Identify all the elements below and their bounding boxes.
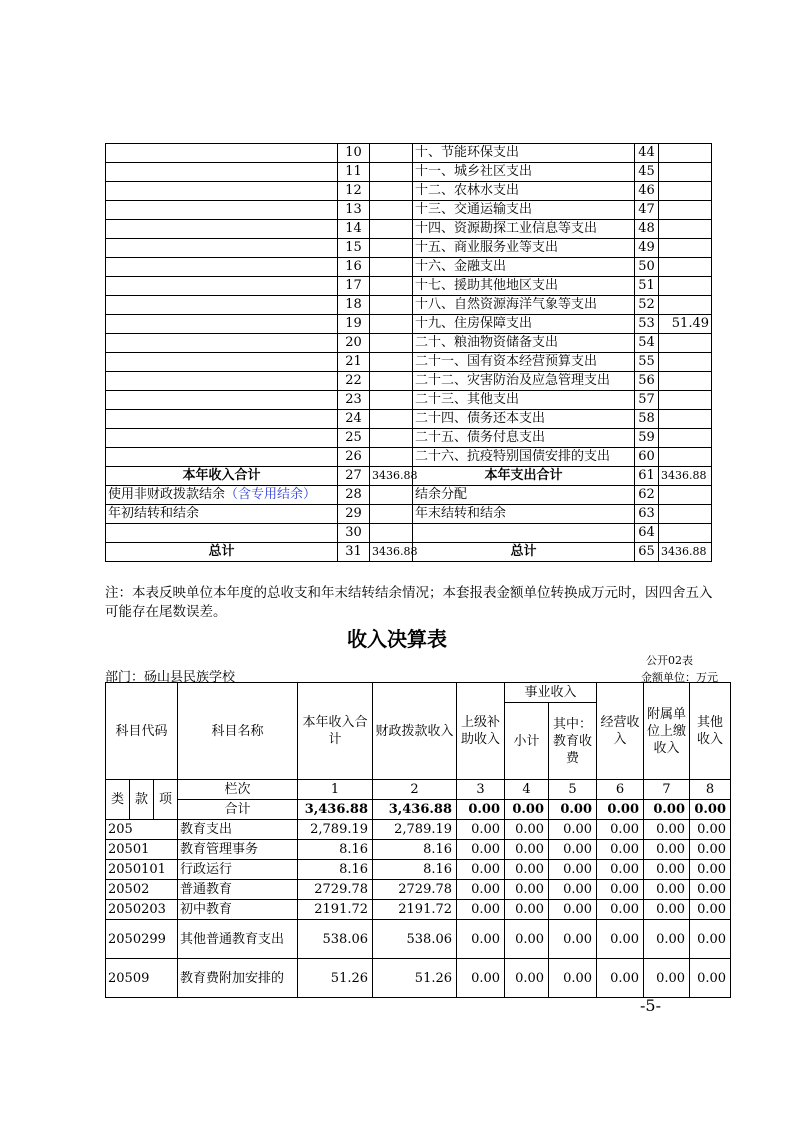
amount: 538.06 xyxy=(298,920,373,959)
income-item xyxy=(106,315,338,334)
expense-item: 十七、援助其他地区支出 xyxy=(413,277,635,296)
expense-value xyxy=(659,144,712,163)
table-row xyxy=(106,372,712,391)
amount: 0.00 xyxy=(644,880,690,900)
subject-name: 其他普通教育支出 xyxy=(178,920,298,959)
income-item xyxy=(106,391,338,410)
amount: 0.00 xyxy=(690,880,731,900)
amount: 0.00 xyxy=(644,920,690,959)
income-value: 3436.88 xyxy=(370,467,413,486)
amount: 0.00 xyxy=(505,840,549,860)
income-value xyxy=(370,391,413,410)
table-row xyxy=(106,410,712,429)
subject-code: 205 xyxy=(106,820,178,840)
income-value xyxy=(370,429,413,448)
amount: 8.16 xyxy=(373,860,457,880)
income-value: 3436.88 xyxy=(370,543,413,562)
row-number: 14 xyxy=(338,220,370,239)
expense-item: 十六、金融支出 xyxy=(413,258,635,277)
header-row xyxy=(106,683,731,703)
amount: 0.00 xyxy=(457,880,505,900)
income-expense-table xyxy=(105,143,712,562)
expense-value xyxy=(659,391,712,410)
expense-value xyxy=(659,429,712,448)
subject-name: 普通教育 xyxy=(178,880,298,900)
amount: 2729.78 xyxy=(298,880,373,900)
row-number-2: 56 xyxy=(635,372,659,391)
amount: 0.00 xyxy=(505,959,549,998)
expense-value: 3436.88 xyxy=(659,467,712,486)
summary-label xyxy=(106,467,338,486)
row-number-2: 45 xyxy=(635,163,659,182)
amount: 0.00 xyxy=(457,820,505,840)
amount: 2,789.19 xyxy=(373,820,457,840)
page-number: -5- xyxy=(640,996,661,1015)
income-item xyxy=(106,239,338,258)
amount: 0.00 xyxy=(690,900,731,920)
column-number: 5 xyxy=(549,780,597,800)
expense-item: 十五、商业服务业等支出 xyxy=(413,239,635,258)
row-number: 19 xyxy=(338,315,370,334)
header-upper: 上级补助收入 xyxy=(457,683,505,780)
header-other: 其他收入 xyxy=(690,683,731,780)
department-label: 部门：砀山县民族学校 xyxy=(105,670,236,685)
row-number-2: 51 xyxy=(635,277,659,296)
amount: 2191.72 xyxy=(298,900,373,920)
table-row xyxy=(106,880,731,900)
sum-value: 3,436.88 xyxy=(298,800,373,820)
income-item xyxy=(106,372,338,391)
header-biz: 事业收入 xyxy=(505,683,597,703)
expense-value xyxy=(659,410,712,429)
expense-item: 十三、交通运输支出 xyxy=(413,201,635,220)
table-row xyxy=(106,860,731,880)
income-value xyxy=(370,239,413,258)
income-value xyxy=(370,182,413,201)
row-number: 12 xyxy=(338,182,370,201)
sum-value: 0.00 xyxy=(690,800,731,820)
subject-name: 教育管理事务 xyxy=(178,840,298,860)
income-item xyxy=(106,353,338,372)
amount: 0.00 xyxy=(597,820,644,840)
amount: 0.00 xyxy=(457,840,505,860)
expense-item: 十八、自然资源海洋气象等支出 xyxy=(413,296,635,315)
column-number: 7 xyxy=(644,780,690,800)
header-biz-edu: 其中：教育收费 xyxy=(549,703,597,780)
amount: 8.16 xyxy=(298,860,373,880)
amount: 0.00 xyxy=(597,920,644,959)
subject-code: 20502 xyxy=(106,880,178,900)
expense-value xyxy=(659,334,712,353)
income-item xyxy=(106,334,338,353)
income-value xyxy=(370,296,413,315)
income-item xyxy=(106,220,338,239)
expense-value xyxy=(659,296,712,315)
row-number-2: 59 xyxy=(635,429,659,448)
income-item xyxy=(106,277,338,296)
amount: 0.00 xyxy=(690,920,731,959)
amount: 0.00 xyxy=(457,959,505,998)
header-total: 本年收入合计 xyxy=(298,683,373,780)
amount: 0.00 xyxy=(505,820,549,840)
header-name: 科目名称 xyxy=(178,683,298,780)
table-row xyxy=(106,448,712,467)
row-number-2: 50 xyxy=(635,258,659,277)
row-number-2: 57 xyxy=(635,391,659,410)
sum-value: 0.00 xyxy=(505,800,549,820)
table-row xyxy=(106,820,731,840)
row-number-2: 49 xyxy=(635,239,659,258)
subject-code: 2050203 xyxy=(106,900,178,920)
amount: 51.26 xyxy=(373,959,457,998)
income-value xyxy=(370,372,413,391)
row-number-2: 64 xyxy=(635,524,659,543)
table-row xyxy=(106,258,712,277)
expense-value xyxy=(659,220,712,239)
summary-label xyxy=(106,505,338,524)
row-number: 11 xyxy=(338,163,370,182)
sum-value: 0.00 xyxy=(549,800,597,820)
column-number: 6 xyxy=(597,780,644,800)
row-number: 17 xyxy=(338,277,370,296)
amount: 0.00 xyxy=(644,820,690,840)
expense-item: 二十三、其他支出 xyxy=(413,391,635,410)
row-number: 16 xyxy=(338,258,370,277)
amount: 2191.72 xyxy=(373,900,457,920)
row-number: 27 xyxy=(338,467,370,486)
amount: 0.00 xyxy=(457,920,505,959)
summary-label xyxy=(106,524,338,543)
form-number: 公开02表 xyxy=(646,654,693,667)
subject-name: 行政运行 xyxy=(178,860,298,880)
summary-label xyxy=(106,543,338,562)
summary-label-note: （含专用结余） xyxy=(225,487,317,502)
amount: 0.00 xyxy=(644,959,690,998)
income-value xyxy=(370,144,413,163)
income-value xyxy=(370,353,413,372)
amount: 0.00 xyxy=(644,840,690,860)
amount: 2,789.19 xyxy=(298,820,373,840)
table-row xyxy=(106,277,712,296)
expense-value xyxy=(659,372,712,391)
expense-item: 二十四、债务还本支出 xyxy=(413,410,635,429)
income-value xyxy=(370,410,413,429)
income-value xyxy=(370,524,413,543)
table-row-grand xyxy=(106,543,712,562)
table-row xyxy=(106,296,712,315)
expense-value xyxy=(659,163,712,182)
expense-item: 本年支出合计 xyxy=(413,467,635,486)
header-oper: 经营收入 xyxy=(597,683,644,780)
table-row xyxy=(106,182,712,201)
header-lei: 类 xyxy=(106,780,130,820)
amount: 0.00 xyxy=(505,920,549,959)
amount: 0.00 xyxy=(549,900,597,920)
expense-value xyxy=(659,277,712,296)
expense-item: 结余分配 xyxy=(413,486,635,505)
amount: 0.00 xyxy=(549,880,597,900)
row-number-2: 65 xyxy=(635,543,659,562)
row-number: 22 xyxy=(338,372,370,391)
row-number-2: 46 xyxy=(635,182,659,201)
header-lanci: 栏次 xyxy=(178,780,298,800)
income-item xyxy=(106,296,338,315)
column-number: 3 xyxy=(457,780,505,800)
income-item xyxy=(106,201,338,220)
amount: 0.00 xyxy=(597,900,644,920)
expense-item: 二十一、国有资本经营预算支出 xyxy=(413,353,635,372)
table-row-nonfiscal xyxy=(106,486,712,505)
table-row xyxy=(106,900,731,920)
amount: 0.00 xyxy=(505,900,549,920)
expense-item: 十九、住房保障支出 xyxy=(413,315,635,334)
expense-value xyxy=(659,353,712,372)
amount: 0.00 xyxy=(597,880,644,900)
summary-label-text: 本年收入合计 xyxy=(182,468,261,483)
row-number: 28 xyxy=(338,486,370,505)
table-row xyxy=(106,315,712,334)
table-row xyxy=(106,959,731,998)
row-number: 24 xyxy=(338,410,370,429)
row-number-2: 62 xyxy=(635,486,659,505)
subject-code: 20501 xyxy=(106,840,178,860)
table-row xyxy=(106,201,712,220)
row-number: 13 xyxy=(338,201,370,220)
row-number: 30 xyxy=(338,524,370,543)
expense-value xyxy=(659,182,712,201)
income-item xyxy=(106,258,338,277)
row-number: 23 xyxy=(338,391,370,410)
income-item xyxy=(106,163,338,182)
income-item xyxy=(106,448,338,467)
row-number-2: 55 xyxy=(635,353,659,372)
expense-value xyxy=(659,239,712,258)
row-number: 18 xyxy=(338,296,370,315)
amount: 538.06 xyxy=(373,920,457,959)
row-number-2: 48 xyxy=(635,220,659,239)
subject-name: 教育费附加安排的 xyxy=(178,959,298,998)
row-number: 20 xyxy=(338,334,370,353)
header-biz-sub: 小计 xyxy=(505,703,549,780)
row-number: 29 xyxy=(338,505,370,524)
sum-value: 0.00 xyxy=(457,800,505,820)
header-kuan: 款 xyxy=(130,780,154,820)
row-number: 31 xyxy=(338,543,370,562)
amount: 0.00 xyxy=(690,860,731,880)
expense-value: 51.49 xyxy=(659,315,712,334)
sum-value: 0.00 xyxy=(644,800,690,820)
income-final-account-table xyxy=(105,682,731,998)
income-value xyxy=(370,201,413,220)
expense-value xyxy=(659,524,712,543)
expense-item: 十、节能环保支出 xyxy=(413,144,635,163)
column-number: 1 xyxy=(298,780,373,800)
amount: 0.00 xyxy=(505,860,549,880)
table-row xyxy=(106,391,712,410)
subject-name: 初中教育 xyxy=(178,900,298,920)
expense-value xyxy=(659,448,712,467)
expense-item xyxy=(413,524,635,543)
table-row xyxy=(106,144,712,163)
amount: 51.26 xyxy=(298,959,373,998)
amount: 0.00 xyxy=(690,840,731,860)
income-item xyxy=(106,144,338,163)
row-number: 15 xyxy=(338,239,370,258)
amount: 8.16 xyxy=(298,840,373,860)
table-row xyxy=(106,220,712,239)
sum-label: 合计 xyxy=(178,800,298,820)
row-number-2: 53 xyxy=(635,315,659,334)
amount: 0.00 xyxy=(644,860,690,880)
income-value xyxy=(370,315,413,334)
column-number-row xyxy=(106,780,731,800)
row-number: 26 xyxy=(338,448,370,467)
income-value xyxy=(370,334,413,353)
header-affil: 附属单位上缴收入 xyxy=(644,683,690,780)
table-row xyxy=(106,239,712,258)
table-row-income_total xyxy=(106,467,712,486)
income-value xyxy=(370,277,413,296)
income-item xyxy=(106,410,338,429)
row-number: 21 xyxy=(338,353,370,372)
subject-name: 教育支出 xyxy=(178,820,298,840)
subject-code: 2050101 xyxy=(106,860,178,880)
header-xiang: 项 xyxy=(154,780,178,820)
amount: 0.00 xyxy=(457,900,505,920)
income-item xyxy=(106,182,338,201)
income-value xyxy=(370,163,413,182)
row-number-2: 54 xyxy=(635,334,659,353)
amount: 0.00 xyxy=(549,840,597,860)
expense-value xyxy=(659,486,712,505)
subject-code: 2050299 xyxy=(106,920,178,959)
table-row xyxy=(106,163,712,182)
income-value xyxy=(370,505,413,524)
summary-label-text: 总计 xyxy=(208,544,235,559)
row-number-2: 60 xyxy=(635,448,659,467)
header-code: 科目代码 xyxy=(106,683,178,780)
expense-item: 十二、农林水支出 xyxy=(413,182,635,201)
expense-item: 二十五、债务付息支出 xyxy=(413,429,635,448)
row-number: 10 xyxy=(338,144,370,163)
row-number-2: 52 xyxy=(635,296,659,315)
amount: 0.00 xyxy=(549,959,597,998)
summary-label xyxy=(106,486,338,505)
table-row xyxy=(106,334,712,353)
amount-unit: 金额单位：万元 xyxy=(641,671,718,684)
table-row xyxy=(106,840,731,860)
expense-value xyxy=(659,505,712,524)
column-number: 2 xyxy=(373,780,457,800)
sum-row xyxy=(106,800,731,820)
income-value xyxy=(370,486,413,505)
amount: 0.00 xyxy=(690,959,731,998)
column-number: 8 xyxy=(690,780,731,800)
amount: 0.00 xyxy=(597,840,644,860)
table-row-blank xyxy=(106,524,712,543)
row-number-2: 63 xyxy=(635,505,659,524)
amount: 2729.78 xyxy=(373,880,457,900)
income-value xyxy=(370,258,413,277)
table-note: 注：本表反映单位本年度的总收支和年末结转结余情况；本套报表金额单位转换成万元时，因四舍五入可能存在尾数误差。 xyxy=(105,585,713,620)
expense-item: 总计 xyxy=(413,543,635,562)
amount: 0.00 xyxy=(505,880,549,900)
income-item xyxy=(106,429,338,448)
amount: 0.00 xyxy=(597,860,644,880)
table-row xyxy=(106,429,712,448)
amount: 0.00 xyxy=(690,820,731,840)
page-title: 收入决算表 xyxy=(347,627,447,651)
table-row xyxy=(106,920,731,959)
amount: 0.00 xyxy=(457,860,505,880)
sum-value: 0.00 xyxy=(597,800,644,820)
row-number: 25 xyxy=(338,429,370,448)
expense-item: 二十六、抗疫特别国债安排的支出 xyxy=(413,448,635,467)
expense-item: 十四、资源勘探工业信息等支出 xyxy=(413,220,635,239)
table-row xyxy=(106,353,712,372)
amount: 0.00 xyxy=(549,860,597,880)
column-number: 4 xyxy=(505,780,549,800)
expense-item: 二十二、灾害防治及应急管理支出 xyxy=(413,372,635,391)
summary-label-text: 年初结转和结余 xyxy=(108,506,200,521)
expense-item: 年末结转和结余 xyxy=(413,505,635,524)
expense-value xyxy=(659,201,712,220)
expense-item: 十一、城乡社区支出 xyxy=(413,163,635,182)
income-value xyxy=(370,220,413,239)
amount: 0.00 xyxy=(549,820,597,840)
table-row-begin xyxy=(106,505,712,524)
expense-value: 3436.88 xyxy=(659,543,712,562)
row-number-2: 58 xyxy=(635,410,659,429)
amount: 0.00 xyxy=(644,900,690,920)
amount: 0.00 xyxy=(597,959,644,998)
expense-item: 二十、粮油物资储备支出 xyxy=(413,334,635,353)
row-number-2: 47 xyxy=(635,201,659,220)
income-value xyxy=(370,448,413,467)
summary-label-text: 使用非财政拨款结余 xyxy=(108,487,226,502)
row-number-2: 61 xyxy=(635,467,659,486)
expense-value xyxy=(659,258,712,277)
subject-code: 20509 xyxy=(106,959,178,998)
amount: 8.16 xyxy=(373,840,457,860)
sum-value: 3,436.88 xyxy=(373,800,457,820)
header-fiscal: 财政拨款收入 xyxy=(373,683,457,780)
amount: 0.00 xyxy=(549,920,597,959)
row-number-2: 44 xyxy=(635,144,659,163)
